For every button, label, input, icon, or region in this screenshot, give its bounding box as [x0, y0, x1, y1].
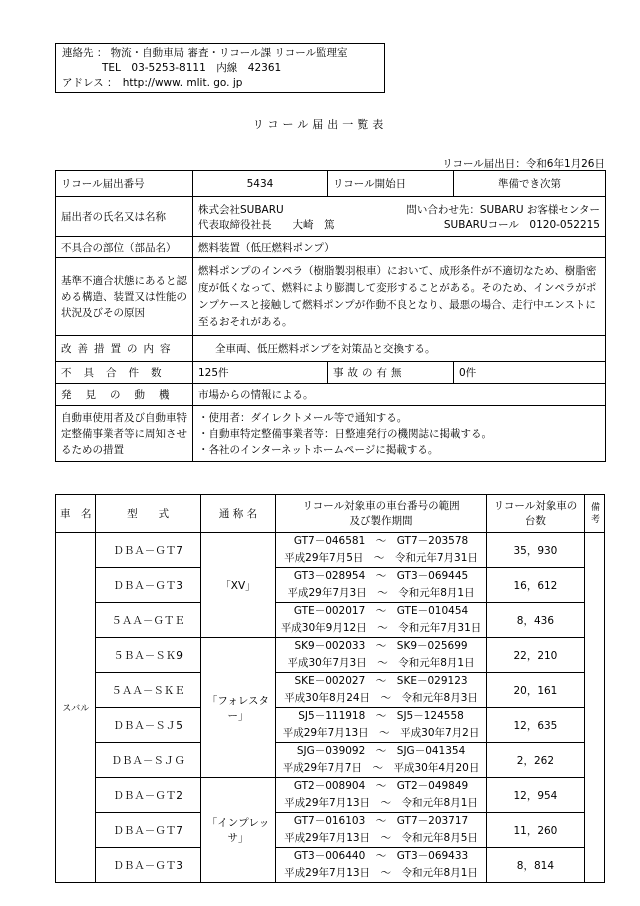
range-cell: SJ5－111918 ～ SJ5－124558 平成29年7月13日 ～ 平成30年7月2日	[276, 708, 487, 743]
model-cell: ５ＢＡ－ＳＫ9	[96, 638, 200, 673]
contact-url: アドレス ： http://www. mlit. go. jp	[62, 77, 243, 89]
count-cell: 8，436	[486, 603, 584, 638]
count-cell: 8，814	[486, 848, 584, 883]
count-cell: 11，260	[486, 813, 584, 848]
start-value: 準備でき次第	[454, 171, 606, 197]
model-cell: ５ＡＡ－ＧＴＥ	[96, 603, 200, 638]
notify-item: ・使用者：ダイレクトメール等で通知する。	[198, 411, 408, 424]
range-cell: GT3－006440 ～ GT3－069433 平成29年7月13日 ～ 令和元年8月1日	[276, 848, 487, 883]
model-cell: ＤＢＡ－ＳＪ5	[96, 708, 200, 743]
filing-date: リコール届出日：令和6年1月26日	[442, 158, 605, 170]
count-cell: 35，930	[486, 533, 584, 568]
contact-box	[55, 43, 385, 93]
remarks-cell	[585, 533, 605, 883]
notify-cell	[193, 406, 606, 462]
accident-label: 事故の有無	[328, 362, 454, 384]
contact-line: 連絡先 ： 物流・自動車局 審査・リコール課 リコール監理室	[62, 47, 348, 59]
part-value: 燃料装置（低圧燃料ポンプ）	[193, 237, 606, 258]
contact-phone: TEL 03-5253-8111 内線 42361	[102, 62, 282, 74]
notify-item: ・各社のインターネットホームページに掲載する。	[198, 443, 439, 456]
page-title: リコール届出一覧表	[252, 118, 388, 131]
part-label: 不具合の部位（部品名）	[56, 237, 193, 258]
accident-value: 0件	[454, 362, 606, 384]
number-label: リコール届出番号	[56, 171, 193, 197]
range-cell: GTE－002017 ～ GTE－010454 平成30年9月12日 ～ 令和元年7月31日	[276, 603, 487, 638]
recall-info-table	[55, 170, 606, 462]
remedy-label: 改善措置の内容	[56, 336, 193, 362]
number-value: 5434	[193, 171, 328, 197]
start-label: リコール開始日	[328, 171, 454, 197]
header-maker: 車 名	[56, 495, 96, 533]
range-cell: GT7－016103 ～ GT7－203717 平成29年7月13日 ～ 令和元年8月5日	[276, 813, 487, 848]
discovery-label: 発見の動機	[56, 384, 193, 406]
range-cell: GT7－046581 ～ GT7－203578 平成29年7月5日 ～ 令和元年7月31日	[276, 533, 487, 568]
header-model: 型 式	[96, 495, 200, 533]
model-cell: ５ＡＡ－ＳＫＥ	[96, 673, 200, 708]
defect-count-label: 不具合件数	[56, 362, 193, 384]
defect-count-value: 125件	[193, 362, 328, 384]
maker-cell: スバル	[56, 533, 96, 883]
model-cell: ＤＢＡ－ＧＴ3	[96, 848, 200, 883]
count-cell: 16，612	[486, 568, 584, 603]
count-cell: 22，210	[486, 638, 584, 673]
notify-item: ・自動車特定整備事業者等：日整連発行の機関誌に掲載する。	[198, 427, 492, 440]
range-cell: SK9－002033 ～ SK9－025699 平成30年7月3日 ～ 令和元年8月1日	[276, 638, 487, 673]
applicant-rep: 代表取締役社長 大崎 篤	[198, 218, 335, 231]
header-count: リコール対象車の 台数	[486, 495, 584, 533]
cause-label: 基準不適合状態にあると認める構造、装置又は性能の状況及びその原因	[56, 258, 193, 336]
model-cell: ＤＢＡ－ＧＴ2	[96, 778, 200, 813]
count-cell: 12，954	[486, 778, 584, 813]
count-cell: 20，161	[486, 673, 584, 708]
model-cell: ＤＢＡ－ＧＴ7	[96, 533, 200, 568]
count-cell: 2，262	[486, 743, 584, 778]
vehicle-table	[55, 494, 605, 883]
group-name: 「XV」	[200, 533, 276, 638]
remedy-value: 全車両、低圧燃料ポンプを対策品と交換する。	[193, 336, 606, 362]
range-cell: SJG－039092 ～ SJG－041354 平成29年7月7日 ～ 平成30年4月20日	[276, 743, 487, 778]
model-cell: ＤＢＡ－ＧＴ7	[96, 813, 200, 848]
group-name: 「フォレスター」	[200, 638, 276, 778]
count-cell: 12，635	[486, 708, 584, 743]
header-range: リコール対象車の車台番号の範囲 及び製作期間	[276, 495, 487, 533]
model-cell: ＤＢＡ－ＳＪＧ	[96, 743, 200, 778]
model-cell: ＤＢＡ－ＧＴ3	[96, 568, 200, 603]
range-cell: GT3－028954 ～ GT3－069445 平成29年7月3日 ～ 令和元年8月1日	[276, 568, 487, 603]
header-name: 通 称 名	[200, 495, 276, 533]
applicant-cell	[193, 197, 606, 237]
inquiry-line1: 問い合わせ先：SUBARU お客様センター	[406, 203, 600, 216]
header-remarks: 備考	[585, 495, 605, 533]
cause-value: 燃料ポンプのインペラ（樹脂製羽根車）において、成形条件が不適切なため、樹脂密度が低くなって、燃料により膨潤して変形することがある。そのため、インペラがポンプケースと接触して燃料ポンプが作動不良となり、最悪の場合、走行中エンストに至るおそれがある。	[193, 258, 606, 336]
inquiry-line2: SUBARUコール 0120-052215	[443, 218, 600, 231]
applicant-company: 株式会社SUBARU	[198, 203, 284, 216]
range-cell: SKE－002027 ～ SKE－029123 平成30年8月24日 ～ 令和元年8月3日	[276, 673, 487, 708]
notify-label: 自動車使用者及び自動車特定整備事業者等に周知させるための措置	[56, 406, 193, 462]
range-cell: GT2－008904 ～ GT2－049849 平成29年7月13日 ～ 令和元年8月1日	[276, 778, 487, 813]
discovery-value: 市場からの情報による。	[193, 384, 606, 406]
applicant-label: 届出者の氏名又は名称	[56, 197, 193, 237]
group-name: 「インプレッサ」	[200, 778, 276, 883]
